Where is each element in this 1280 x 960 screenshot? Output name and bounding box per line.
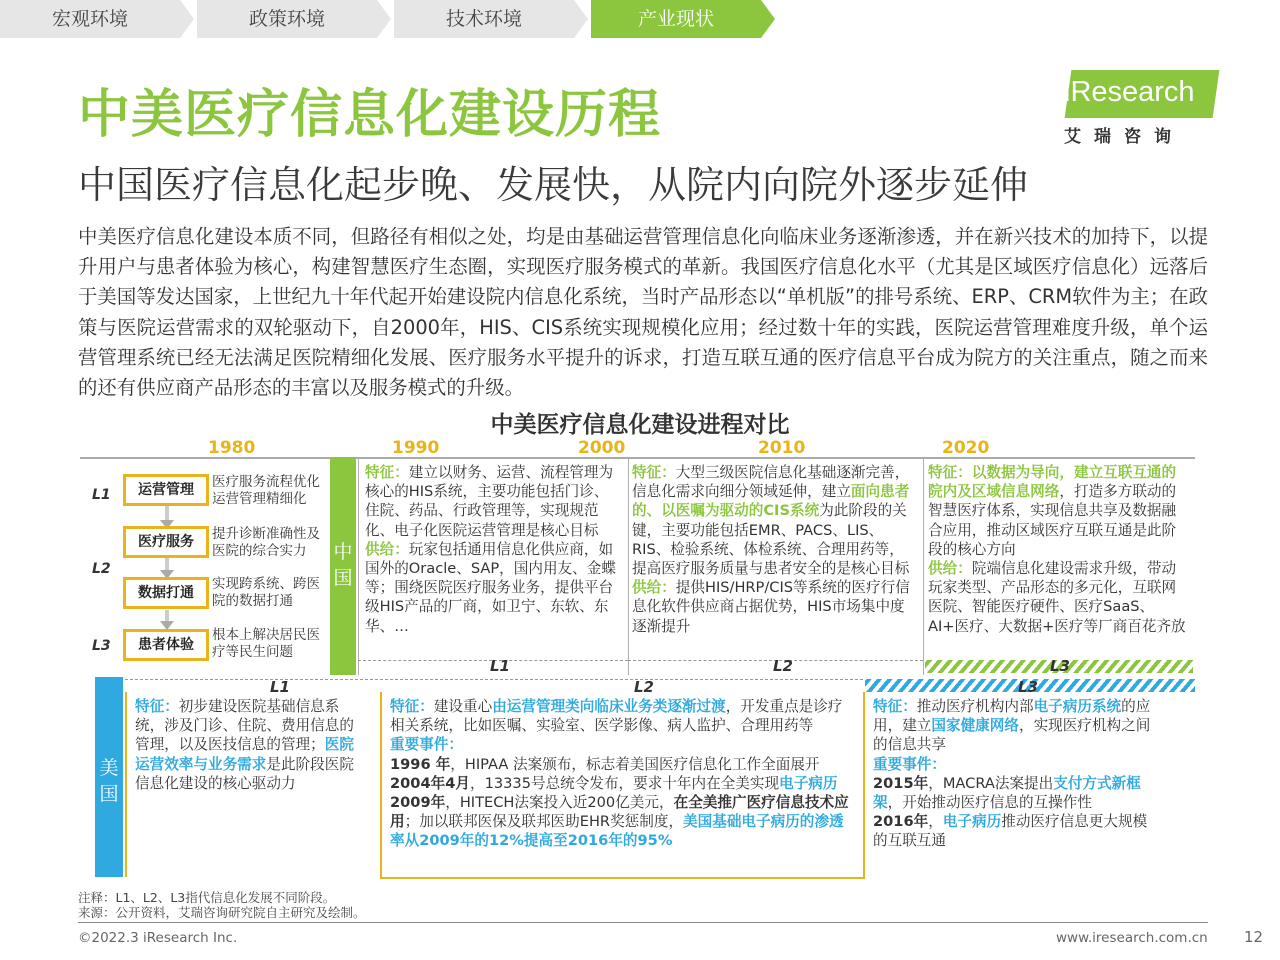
- us-frame: [380, 877, 865, 879]
- timeline-axis: [80, 457, 1195, 459]
- divider: [628, 457, 629, 675]
- year-label: 1980: [208, 438, 256, 458]
- step-desc: 根本上解决居民医疗等民生问题: [212, 627, 320, 660]
- step-desc: 医疗服务流程优化运营管理精细化: [212, 474, 320, 507]
- nav-chevron-active: [761, 0, 775, 38]
- cn-level-label: L2: [773, 657, 793, 675]
- source-line: 来源：公开资料，艾瑞咨询研究院自主研究及绘制。: [78, 905, 366, 920]
- step-desc: 实现跨系统、跨医院的数据打通: [212, 576, 320, 609]
- level-label: L1: [92, 487, 111, 503]
- step-desc: 提升诊断准确性及医院的综合实力: [212, 526, 320, 559]
- year-label: 2010: [758, 438, 806, 458]
- divider: [923, 457, 924, 675]
- us-col-l2: 特征：建设重心由运营管理类向临床业务类逐渐过渡，开发重点是诊疗相关系统，比如医嘱、实验室、医学影像、病人监护、合理用药等 重要事件： 1996 年，HIPAA 法案颁布，标志着美国医疗信息化工作全面展开2004年4月，13335号总统令发布，要求十年内在全美实现电子病历 2009年，HITECH法案投入近200亿美元，在全美推广医疗信息技术应用；加以联邦医保及联邦医助EHR奖惩制度，美国基础电子病历的渗透率从2009年的12%提高至2016年的95%: [390, 698, 849, 850]
- footer-divider: [78, 922, 1208, 923]
- year-label: 2000: [578, 438, 626, 458]
- us-level-label: L1: [270, 678, 290, 696]
- level-label: L2: [92, 561, 111, 577]
- nav-chevron: [574, 0, 588, 38]
- logo-brand: iResearch: [1064, 76, 1195, 108]
- chart-title: 中美医疗信息化建设进程对比: [490, 412, 790, 438]
- cn-col-l1: 特征：建立以财务、运营、流程管理为核心的HIS系统，主要功能包括门诊、住院、药品、行政管理等，实现规范化、电子化医院运营管理是核心目标 供给：玩家包括通用信息化供应商，如国外的Oracle、SAP，国内用友、金蝶等；围绕医院医疗服务业务，提供平台级HIS产品的厂商，如卫宁、东软、东华、…: [365, 464, 616, 635]
- nav-chevron: [180, 0, 194, 38]
- us-col-l3: 特征：推动医疗机构内部电子病历系统的应用，建立国家健康网络，实现医疗机构之间的信息共享 重要事件： 2015年，MACRA法案提出支付方式新框架，开始推动医疗信息的互操作性 2016年，电子病历推动医疗信息更大规模的互联互通: [873, 698, 1151, 850]
- cn-level-label: L1: [490, 657, 510, 675]
- year-label: 2020: [942, 438, 990, 458]
- nav-chevron: [377, 0, 391, 38]
- copyright: ©2022.3 iResearch Inc.: [78, 930, 238, 946]
- footnote: [78, 890, 366, 920]
- cn-level-label: L3: [1050, 657, 1070, 675]
- iresearch-logo: [1060, 70, 1215, 145]
- page-title: 中美医疗信息化建设历程: [78, 85, 662, 145]
- us-frame: [125, 692, 127, 877]
- note-line: 注释：L1、L2、L3指代信息化发展不同阶段。: [78, 890, 336, 905]
- region-usa: 美国: [95, 677, 123, 877]
- step-operation: 运营管理: [123, 474, 209, 506]
- us-level-bar: [380, 679, 863, 692]
- page-subtitle: 中国医疗信息化起步晚、发展快，从院内向院外逐步延伸: [78, 163, 1029, 207]
- level-label: L3: [92, 638, 111, 654]
- divider: [358, 457, 359, 675]
- nav-tab-industry[interactable]: 产业现状: [591, 0, 761, 38]
- us-col-l1: 特征：初步建设医院基础信息系统，涉及门诊、住院、费用信息的管理，以及医技信息的管理；医院运营效率与业务需求是此阶段医院信息化建设的核心驱动力: [135, 698, 354, 792]
- us-level-label: L3: [1018, 678, 1038, 696]
- us-level-label: L2: [634, 678, 654, 696]
- cn-col-l3: 特征：以数据为导向，建立互联互通的院内及区域信息网络，打造多方联动的智慧医疗体系，实现信息共享及数据融合应用，推动区域医疗互联互通是此阶段的核心方向 供给：院端信息化建设需求升级，带动玩家类型、产品形态的多元化，互联网医院、智能医疗硬件、医疗SaaS、AI+医疗、大数据+医疗等厂商百花齐放: [928, 464, 1186, 635]
- step-data-connect: 数据打通: [123, 577, 209, 609]
- us-frame: [380, 692, 382, 877]
- page-number: 12: [1244, 928, 1264, 946]
- step-patient-experience: 患者体验: [123, 629, 209, 661]
- logo-cn-name: 艾瑞咨询: [1064, 127, 1184, 147]
- us-frame: [863, 692, 865, 877]
- website-link[interactable]: www.iresearch.com.cn: [1056, 930, 1208, 946]
- cn-col-l2: 特征：大型三级医院信息化基础逐渐完善，信息化需求向细分领域延伸，建立面向患者的、以医嘱为驱动的CIS系统为此阶段的关键，主要功能包括EMR、PACS、LIS、RIS、检验系统、体检系统、合理用药等，提高医疗服务质量与患者安全的是核心目标 供给：提供HIS/HRP/CIS等系统的医疗行信息化软件供应商占据优势，HIS市场集中度逐渐提升: [632, 464, 910, 635]
- nav-tab-policy[interactable]: 政策环境: [197, 0, 377, 38]
- intro-paragraph: 中美医疗信息化建设本质不同，但路径有相似之处，均是由基础运营管理信息化向临床业务逐渐渗透，并在新兴技术的加持下，以提升用户与患者体验为核心，构建智慧医疗生态圈，实现医疗服务模式的革新。我国医疗信息化水平（尤其是区域医疗信息化）远落后于美国等发达国家，上世纪九十年代起开始建设院内信息化系统，当时产品形态以“单机版”的排号系统、ERP、CRM软件为主；在政策与医院运营需求的双轮驱动下，自2000年，HIS、CIS系统实现规模化应用；经过数十年的实践，医院运营管理难度升级，单个运营管理系统已经无法满足医院精细化发展、医疗服务水平提升的诉求，打造互联互通的医疗信息平台成为院方的关注重点，随之而来的还有供应商产品形态的丰富以及服务模式的升级。: [78, 225, 1208, 400]
- nav-tab-tech[interactable]: 技术环境: [394, 0, 574, 38]
- step-medical-service: 医疗服务: [123, 526, 209, 558]
- us-level-bar: [125, 679, 378, 692]
- region-china: 中国: [330, 457, 356, 675]
- nav-tab-macro[interactable]: 宏观环境: [0, 0, 180, 38]
- year-label: 1990: [392, 438, 440, 458]
- section-nav: [0, 0, 780, 38]
